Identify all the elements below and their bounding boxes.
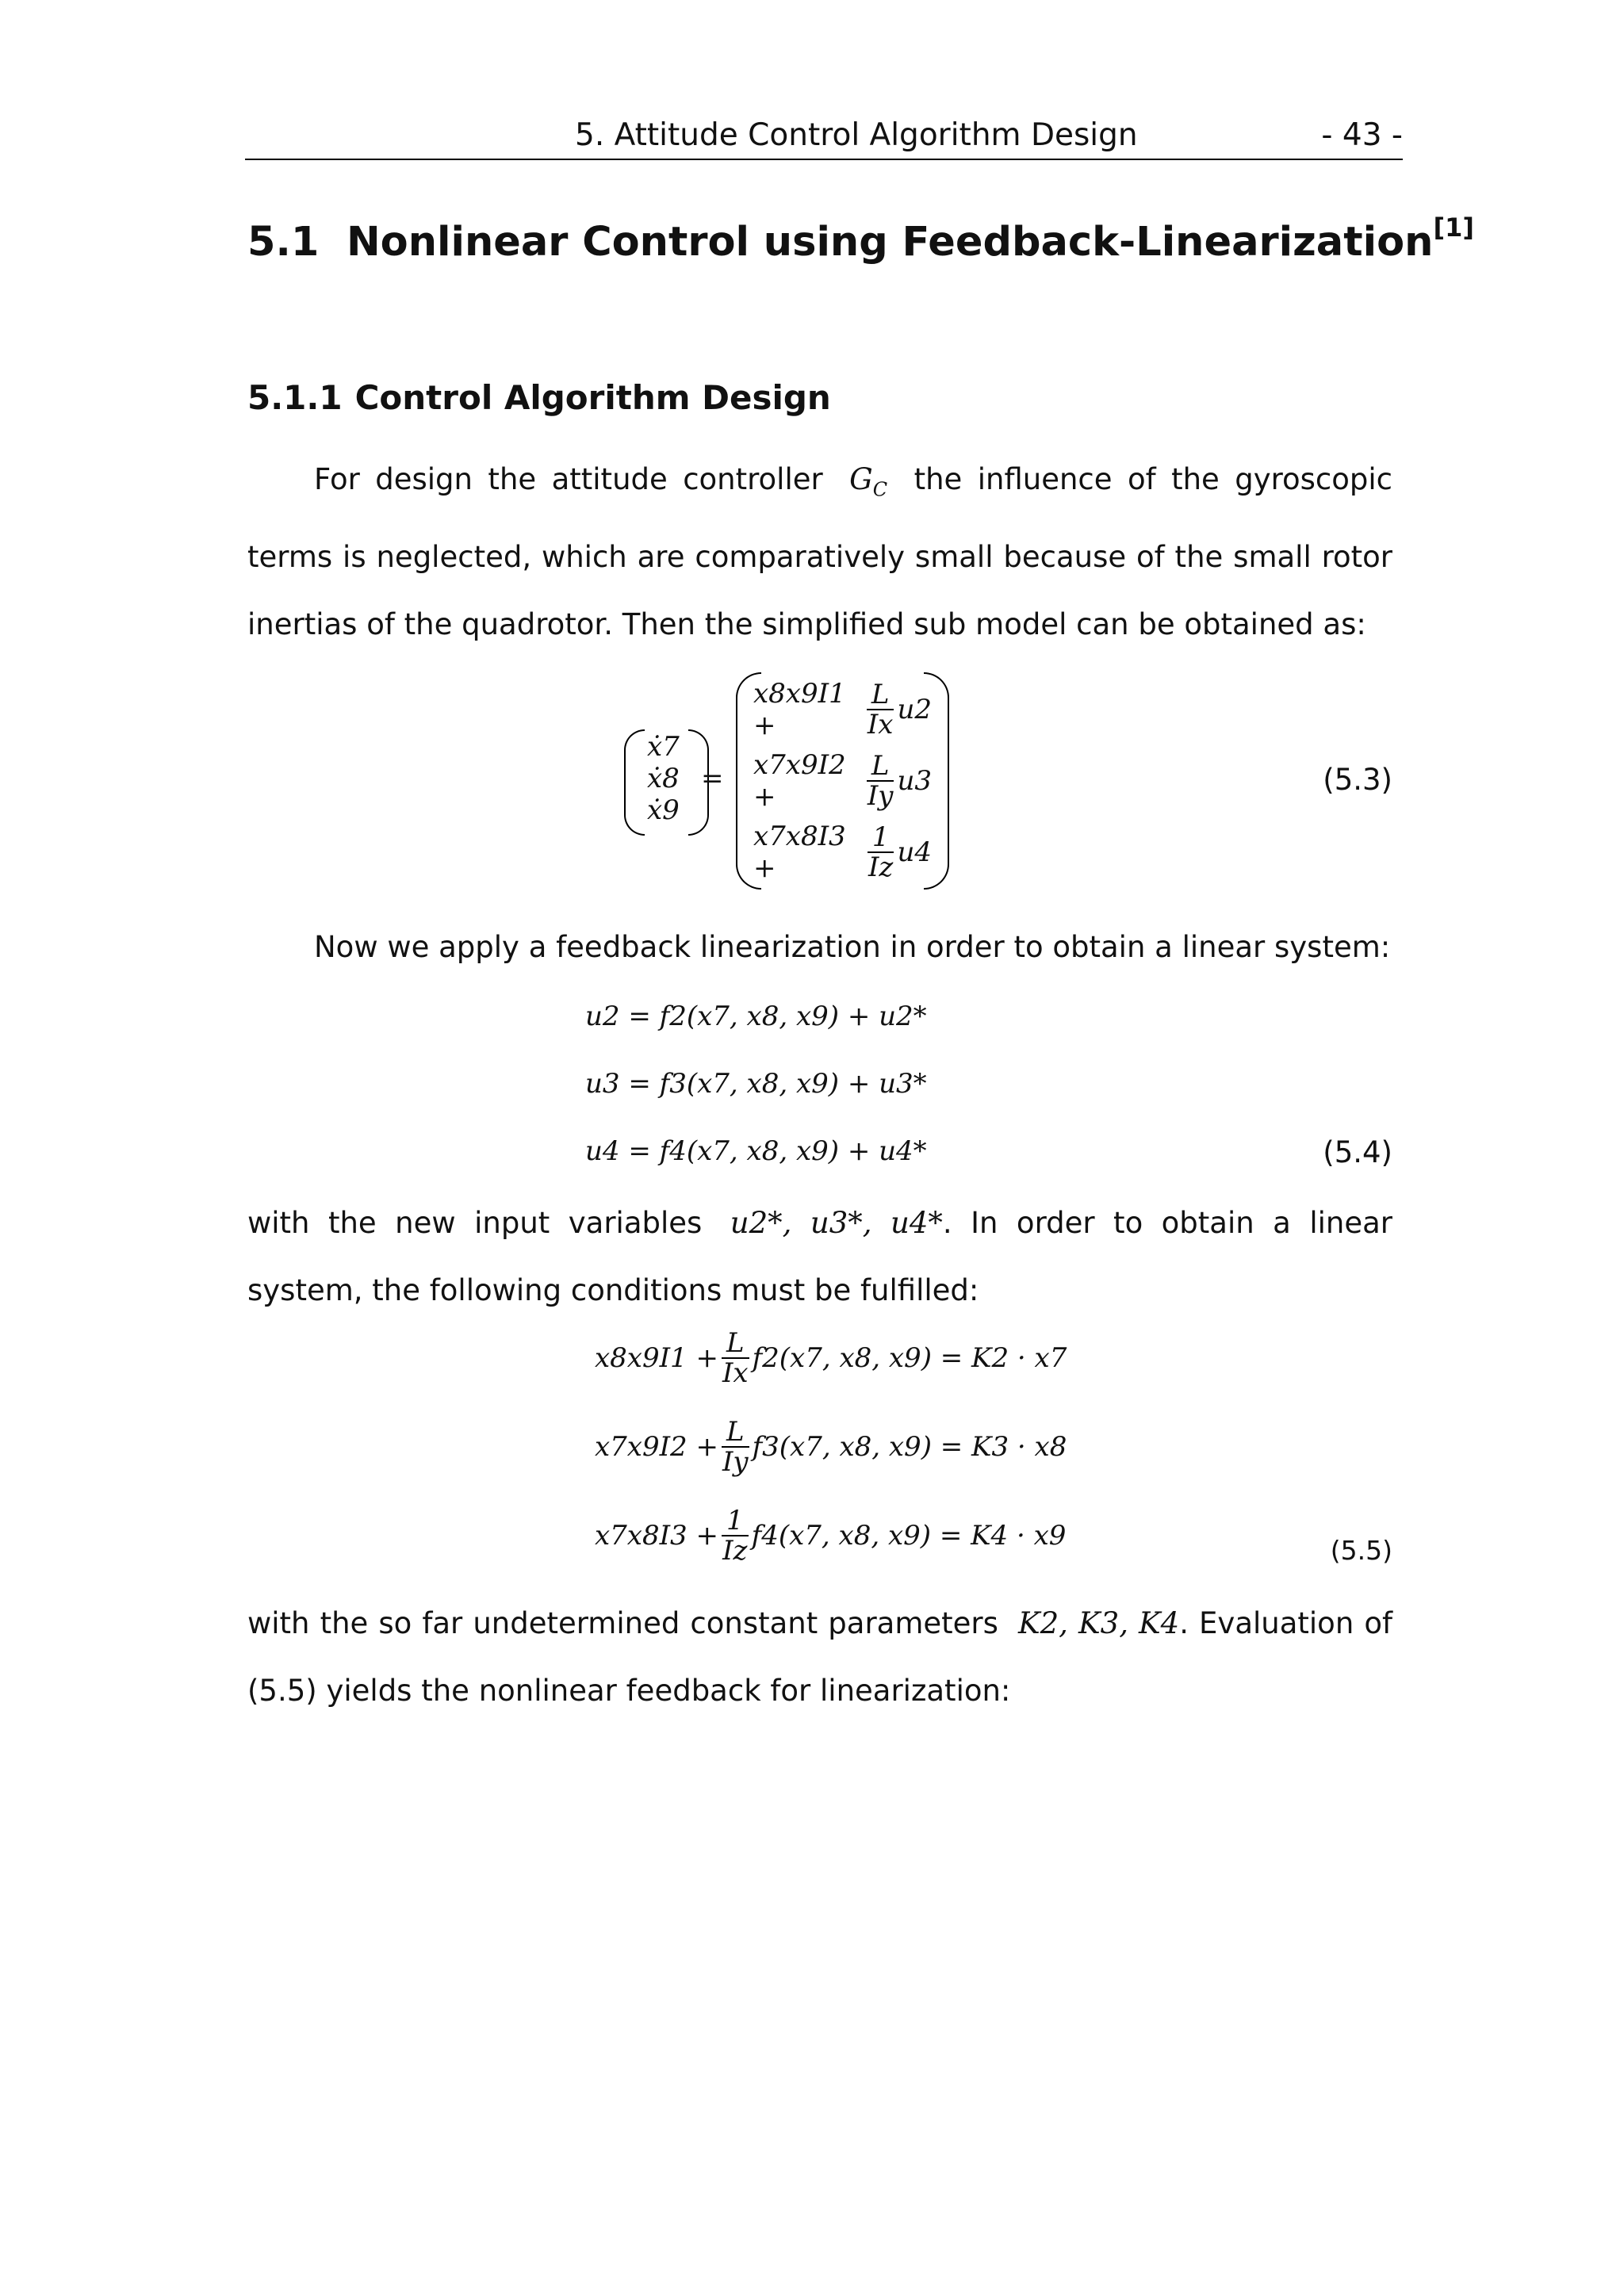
subsection-title: Control Algorithm Design <box>354 378 831 417</box>
section-heading <box>247 212 1474 266</box>
equation-5-5-line: x7x8I3 + $\frac{1}{Iz}$ f4(x7, x8, x9) = K4 · x9 <box>595 1505 1067 1567</box>
dynamics-row: x7x9I2 + $\frac{L}{Iy}$ u3 <box>753 749 932 813</box>
equation-5-5-line: x8x9I1 + $\frac{L}{Ix}$ f2(x7, x8, x9) = K2 · x7 <box>595 1327 1067 1389</box>
dynamics-row: x7x8I3 + $\frac{1}{Iz}$ u4 <box>753 821 932 884</box>
controller-symbol: $G_C$ <box>849 462 888 501</box>
equation-number-5-5: (5.5) <box>1330 1535 1392 1566</box>
header-page-number: - 43 - <box>1321 117 1403 153</box>
new-input-variables: u2*, u3*, u4* <box>730 1206 943 1240</box>
paragraph-intro-lead: For design the attitude controller <box>314 462 823 496</box>
equation-5-4-line: u4 = f4(x7, x8, x9) + u4* <box>585 1135 927 1167</box>
document-page: 5. Attitude Control Algorithm Design - 43 - 5.1 Nonlinear Control using Feedback-Linearization[1] 5.1.1 Control Algorithm Design For design the attitude controller $G_C$ the influence of the gyroscopic terms is neglected, which are comparatively small because of the small rotor inertias of the quadrotor. Then the simplified sub model can be obtained as: ẋ7 ẋ8 ẋ9 = x8x9I1 + $\frac{L}{Ix}$ u2 x7x9I2 + $\frac{L}{Iy}$ u3 x7x8I3 + $\frac{1}{Iz}$ u4 (5.3) Now we apply a feedback linearization in order to obtain a linear system: u2 = f2(x7, x8, x9) + u2* u3 = f3(x7, x8, x9) + u3* u4 = f4(x7, x8, x9) + u4* (5.4) with the new input variables u2*, u3*, u4*. In order to obtain a linear system, the following conditions must be fulfilled: x8x9I1 + $\frac{L}{Ix}$ f2(x7, x8, x9) = K2 · x7 x7x9I2 + $\frac{L}{Iy}$ f3(x7, x8, x9) = K3 · x8 x7x8I3 + $\frac{1}{Iz}$ f4(x7, x8, x9) = K4 · x9 (5.5) with the so far undetermined constant parameters K2, K3, K4. Evaluation of (5.5) yields the nonlinear feedback for linearization: <box>0 0 1624 2296</box>
equation-number-5-3: (5.3) <box>1323 763 1392 797</box>
paragraph-intro <box>247 446 1392 658</box>
running-header <box>245 117 1403 160</box>
section-number: 5.1 <box>247 219 320 266</box>
paragraph-intro-rest: the influence of the gyroscopic terms is neglected, which are comparatively small because of the small rotor inertias of the quadrotor. Then the simplified sub model can be obtained as: <box>247 462 1393 642</box>
equation-5-5-line: x7x9I2 + $\frac{L}{Iy}$ f3(x7, x8, x9) = K3 · x8 <box>595 1416 1067 1478</box>
section-reference: [1] <box>1433 212 1474 243</box>
paragraph-feedback: Now we apply a feedback linearization in order to obtain a linear system: <box>314 930 1391 964</box>
constant-parameters: K2, K3, K4 <box>1018 1606 1180 1640</box>
equation-5-4-line: u2 = f2(x7, x8, x9) + u2* <box>585 1001 927 1032</box>
subsection-number: 5.1.1 <box>247 378 343 417</box>
equation-5-4-line: u3 = f3(x7, x8, x9) + u3* <box>585 1068 927 1100</box>
subsection-heading <box>247 378 831 417</box>
paragraph-evaluation: with the so far undetermined constant parameters K2, K3, K4. Evaluation of (5.5) yields the nonlinear feedback for linearization: <box>247 1606 1393 1708</box>
state-derivative-vector: ẋ7 ẋ8 ẋ9 <box>647 731 680 826</box>
dynamics-row: x8x9I1 + $\frac{L}{Ix}$ u2 <box>753 678 932 741</box>
header-chapter-title: 5. Attitude Control Algorithm Design <box>575 117 1138 153</box>
paragraph-input-variables: with the new input variables u2*, u3*, u4*. In order to obtain a linear system, the following conditions must be fulfilled: <box>247 1206 1392 1307</box>
dynamics-matrix <box>753 674 932 888</box>
equation-number-5-4: (5.4) <box>1323 1135 1392 1169</box>
section-title: Nonlinear Control using Feedback-Linearization <box>347 219 1434 266</box>
